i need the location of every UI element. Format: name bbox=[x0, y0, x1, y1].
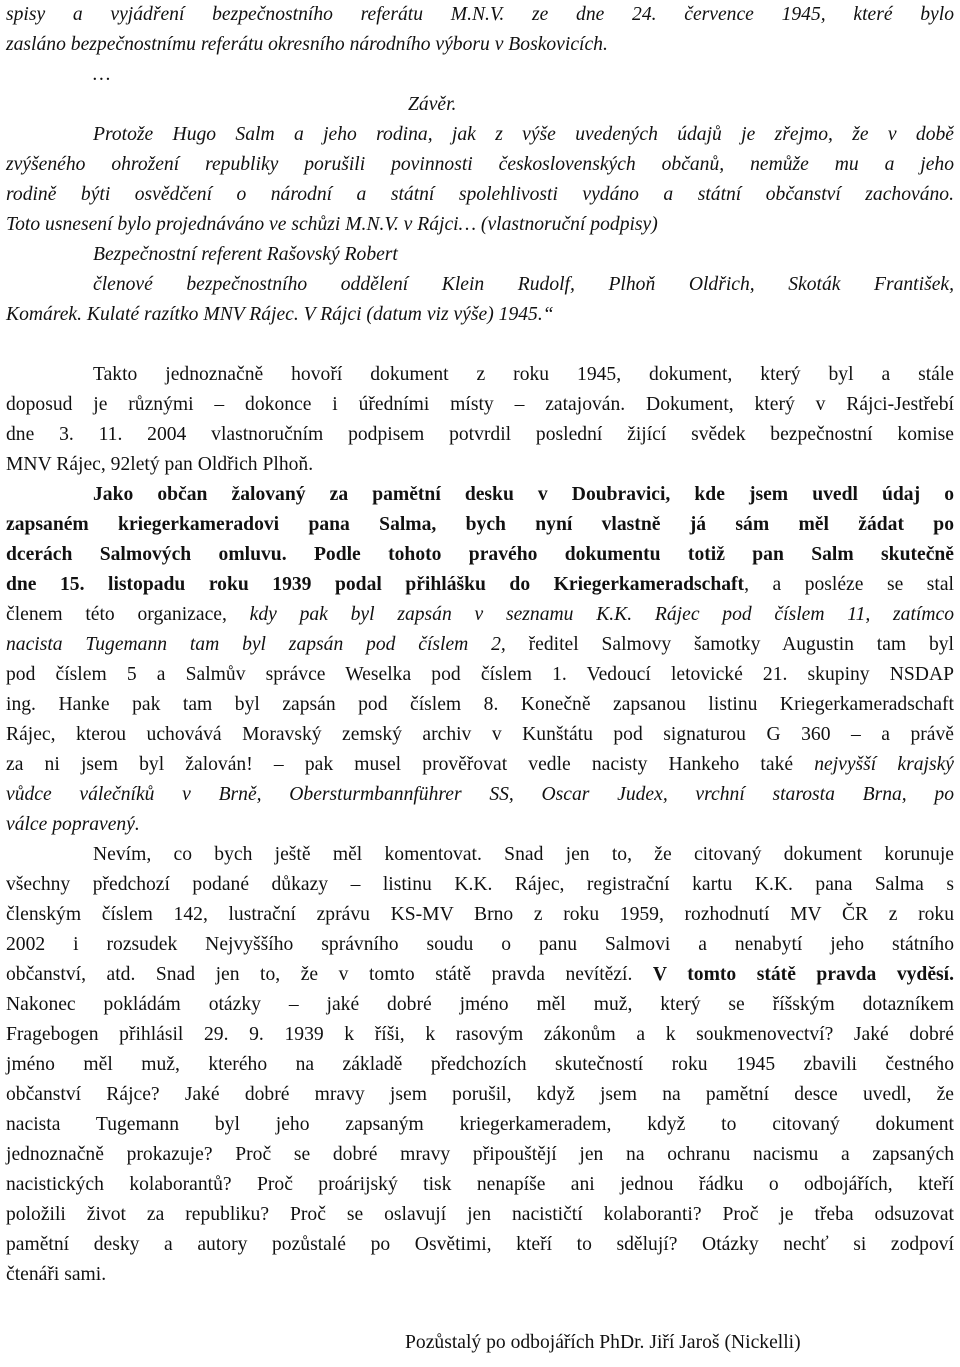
text-segment: občanství, atd. Snad jen to, že v tomto státě pravda nevítězí. bbox=[6, 964, 633, 985]
quote-line: rodině býti osvědčení o národní a státní spolehlivosti vydáno a státní občanství zachováno. bbox=[6, 184, 954, 205]
bold-segment: dcerách Salmových omluvu. bbox=[6, 544, 287, 565]
text-line: MNV Rájec, 92letý pan Oldřich Plhoň. bbox=[6, 454, 314, 475]
text-line: občanství Rájce? Jaké dobré mravy jsem porušil, když jsem na pamětní desce uvedl, že bbox=[6, 1084, 954, 1105]
italic-segment: kdy pak byl zapsán v seznamu K.K. Rájec pod číslem 11, zatímco bbox=[249, 604, 954, 625]
text-line bbox=[6, 600, 954, 630]
text-line: členským číslem 142, lustrační zprávu KS-MV Brno z roku 1959, rozhodnutí MV ČR z roku bbox=[6, 904, 954, 925]
quote-line: Bezpečnostní referent Rašovský Robert bbox=[93, 244, 398, 265]
text-line: Takto jednoznačně hovoří dokument z roku 1945, dokument, který byl a stále bbox=[93, 364, 954, 385]
document-page bbox=[6, 0, 954, 1290]
quoted-document bbox=[6, 0, 954, 330]
text-line: Rájec, kterou uchovává Moravský zemský archiv v Kunštátu pod signaturou G 360 – a právě bbox=[6, 724, 954, 745]
paragraph-intro bbox=[6, 360, 954, 480]
italic-segment: nacista Tugemann tam byl zapsán pod číslem 2, bbox=[6, 634, 506, 655]
quote-ellipsis: … bbox=[93, 64, 111, 85]
text-line: 2002 i rozsudek Nejvyššího správního soudu o panu Salmovi a nenabytí jeho státního bbox=[6, 934, 954, 955]
text-line: dne 3. 11. 2004 vlastnoručním podpisem potvrdil poslední žijící svědek bezpečnostní komise bbox=[6, 424, 954, 445]
text-line: Jako občan žalovaný za pamětní desku v Doubravici, kde jsem uvedl údaj o bbox=[93, 484, 954, 505]
author-signature: Pozůstalý po odbojářích PhDr. Jiří Jaroš (Nickelli) bbox=[405, 1332, 801, 1353]
text-line: všechny předchozí podané důkazy – listinu K.K. Rájec, registrační kartu K.K. pana Salma s bbox=[6, 874, 954, 895]
quote-line: Komárek. Kulaté razítko MNV Rájec. V Rájci (datum viz výše) 1945.“ bbox=[6, 304, 554, 325]
quote-line: zasláno bezpečnostnímu referátu okresního národního výboru v Boskovicích. bbox=[6, 34, 608, 55]
text-line: Nevím, co bych ještě měl komentovat. Snad jen to, že citovaný dokument korunuje bbox=[93, 844, 954, 865]
text-line: nacista Tugemann byl jeho zapsaným kriegerkameradem, když to citovaný dokument bbox=[6, 1114, 954, 1135]
bold-segment: Podle tohoto pravého dokumentu totiž pan Salm skutečně bbox=[313, 544, 954, 565]
text-line: pod číslem 5 a Salmův správce Weselka pod číslem 1. Vedoucí letovické 21. skupiny NSDAP bbox=[6, 664, 954, 685]
quote-line: zvýšeného ohrožení republiky porušili povinnosti československých občanů, nemůže mu a jeho bbox=[6, 154, 954, 175]
text-line bbox=[6, 540, 954, 570]
text-segment: , a posléze se stal bbox=[744, 574, 954, 595]
text-line: čtenáři sami. bbox=[6, 1264, 107, 1285]
text-line: položili život za republiku? Proč se oslavují jen nacističtí kolaboranti? Proč je třeba odsuzovat bbox=[6, 1204, 954, 1225]
text-segment: členem této organizace, bbox=[6, 604, 227, 625]
text-line: zapsaném kriegerkameradovi pana Salma, bych nyní vlastně já sám měl žádat po bbox=[6, 514, 954, 535]
paragraph-lawsuit bbox=[6, 480, 954, 840]
paragraph-conclusion bbox=[6, 840, 954, 1290]
quote-heading: Závěr. bbox=[408, 94, 457, 115]
italic-segment: nejvyšší krajský bbox=[814, 754, 954, 775]
text-line: Fragebogen přihlásil 29. 9. 1939 k říši, k rasovým zákonům a k soukmenovectví? Jaké dobré bbox=[6, 1024, 954, 1045]
text-segment: ředitel Salmovy šamotky Augustin tam byl bbox=[528, 634, 954, 655]
text-line: vůdce válečníků v Brně, Obersturmbannführer SS, Oscar Judex, vrchní starosta Brna, po bbox=[6, 784, 954, 805]
text-line bbox=[6, 570, 954, 600]
text-segment: za ni jsem byl žalován! – pak musel prověřovat vedle nacisty Hankeho také bbox=[6, 754, 794, 775]
text-line: válce popravený. bbox=[6, 814, 140, 835]
quote-line: členové bezpečnostního oddělení Klein Rudolf, Plhoň Oldřich, Skoták František, bbox=[93, 274, 954, 295]
text-line: jméno měl muž, kterého na základě předchozích skutečností roku 1945 zbavili čestného bbox=[6, 1054, 954, 1075]
text-line: pamětní desky a autory pozůstalé po Osvětimi, kteří to sdělují? Otázky nechť si zodpoví bbox=[6, 1234, 954, 1255]
text-line: nacistických kolaborantů? Proč proárijský tisk nenapíše ani jednou řádku o odbojářích, kteří bbox=[6, 1174, 954, 1195]
quote-line: spisy a vyjádření bezpečnostního referátu M.N.V. ze dne 24. července 1945, které bylo bbox=[6, 4, 954, 25]
text-line: ing. Hanke pak tam byl zapsán pod číslem 8. Konečně zapsanou listinu Kriegerkameradschaft bbox=[6, 694, 954, 715]
bold-segment: dne 15. listopadu roku 1939 podal přihlášku do Kriegerkameradschaft bbox=[6, 574, 745, 595]
text-line: doposud je různými – dokonce i úředními místy – zatajován. Dokument, který v Rájci-Jestřebí bbox=[6, 394, 954, 415]
quote-line: Toto usnesení bylo projednáváno ve schůzi M.N.V. v Rájci… (vlastnoruční podpisy) bbox=[6, 214, 658, 235]
text-line: Nakonec pokládám otázky – jaké dobré jméno měl muž, který se říšským dotazníkem bbox=[6, 994, 954, 1015]
quote-line: Protože Hugo Salm a jeho rodina, jak z výše uvedených údajů je zřejmo, že v době bbox=[93, 124, 954, 145]
text-line bbox=[6, 630, 954, 660]
text-line bbox=[6, 960, 954, 990]
text-line: jednoznačně prokazuje? Proč se dobré mravy připouštějí jen na ochranu nacismu a zapsaných bbox=[6, 1144, 954, 1165]
text-line bbox=[6, 750, 954, 780]
bold-segment: V tomto státě pravda vyděsí. bbox=[652, 964, 954, 985]
